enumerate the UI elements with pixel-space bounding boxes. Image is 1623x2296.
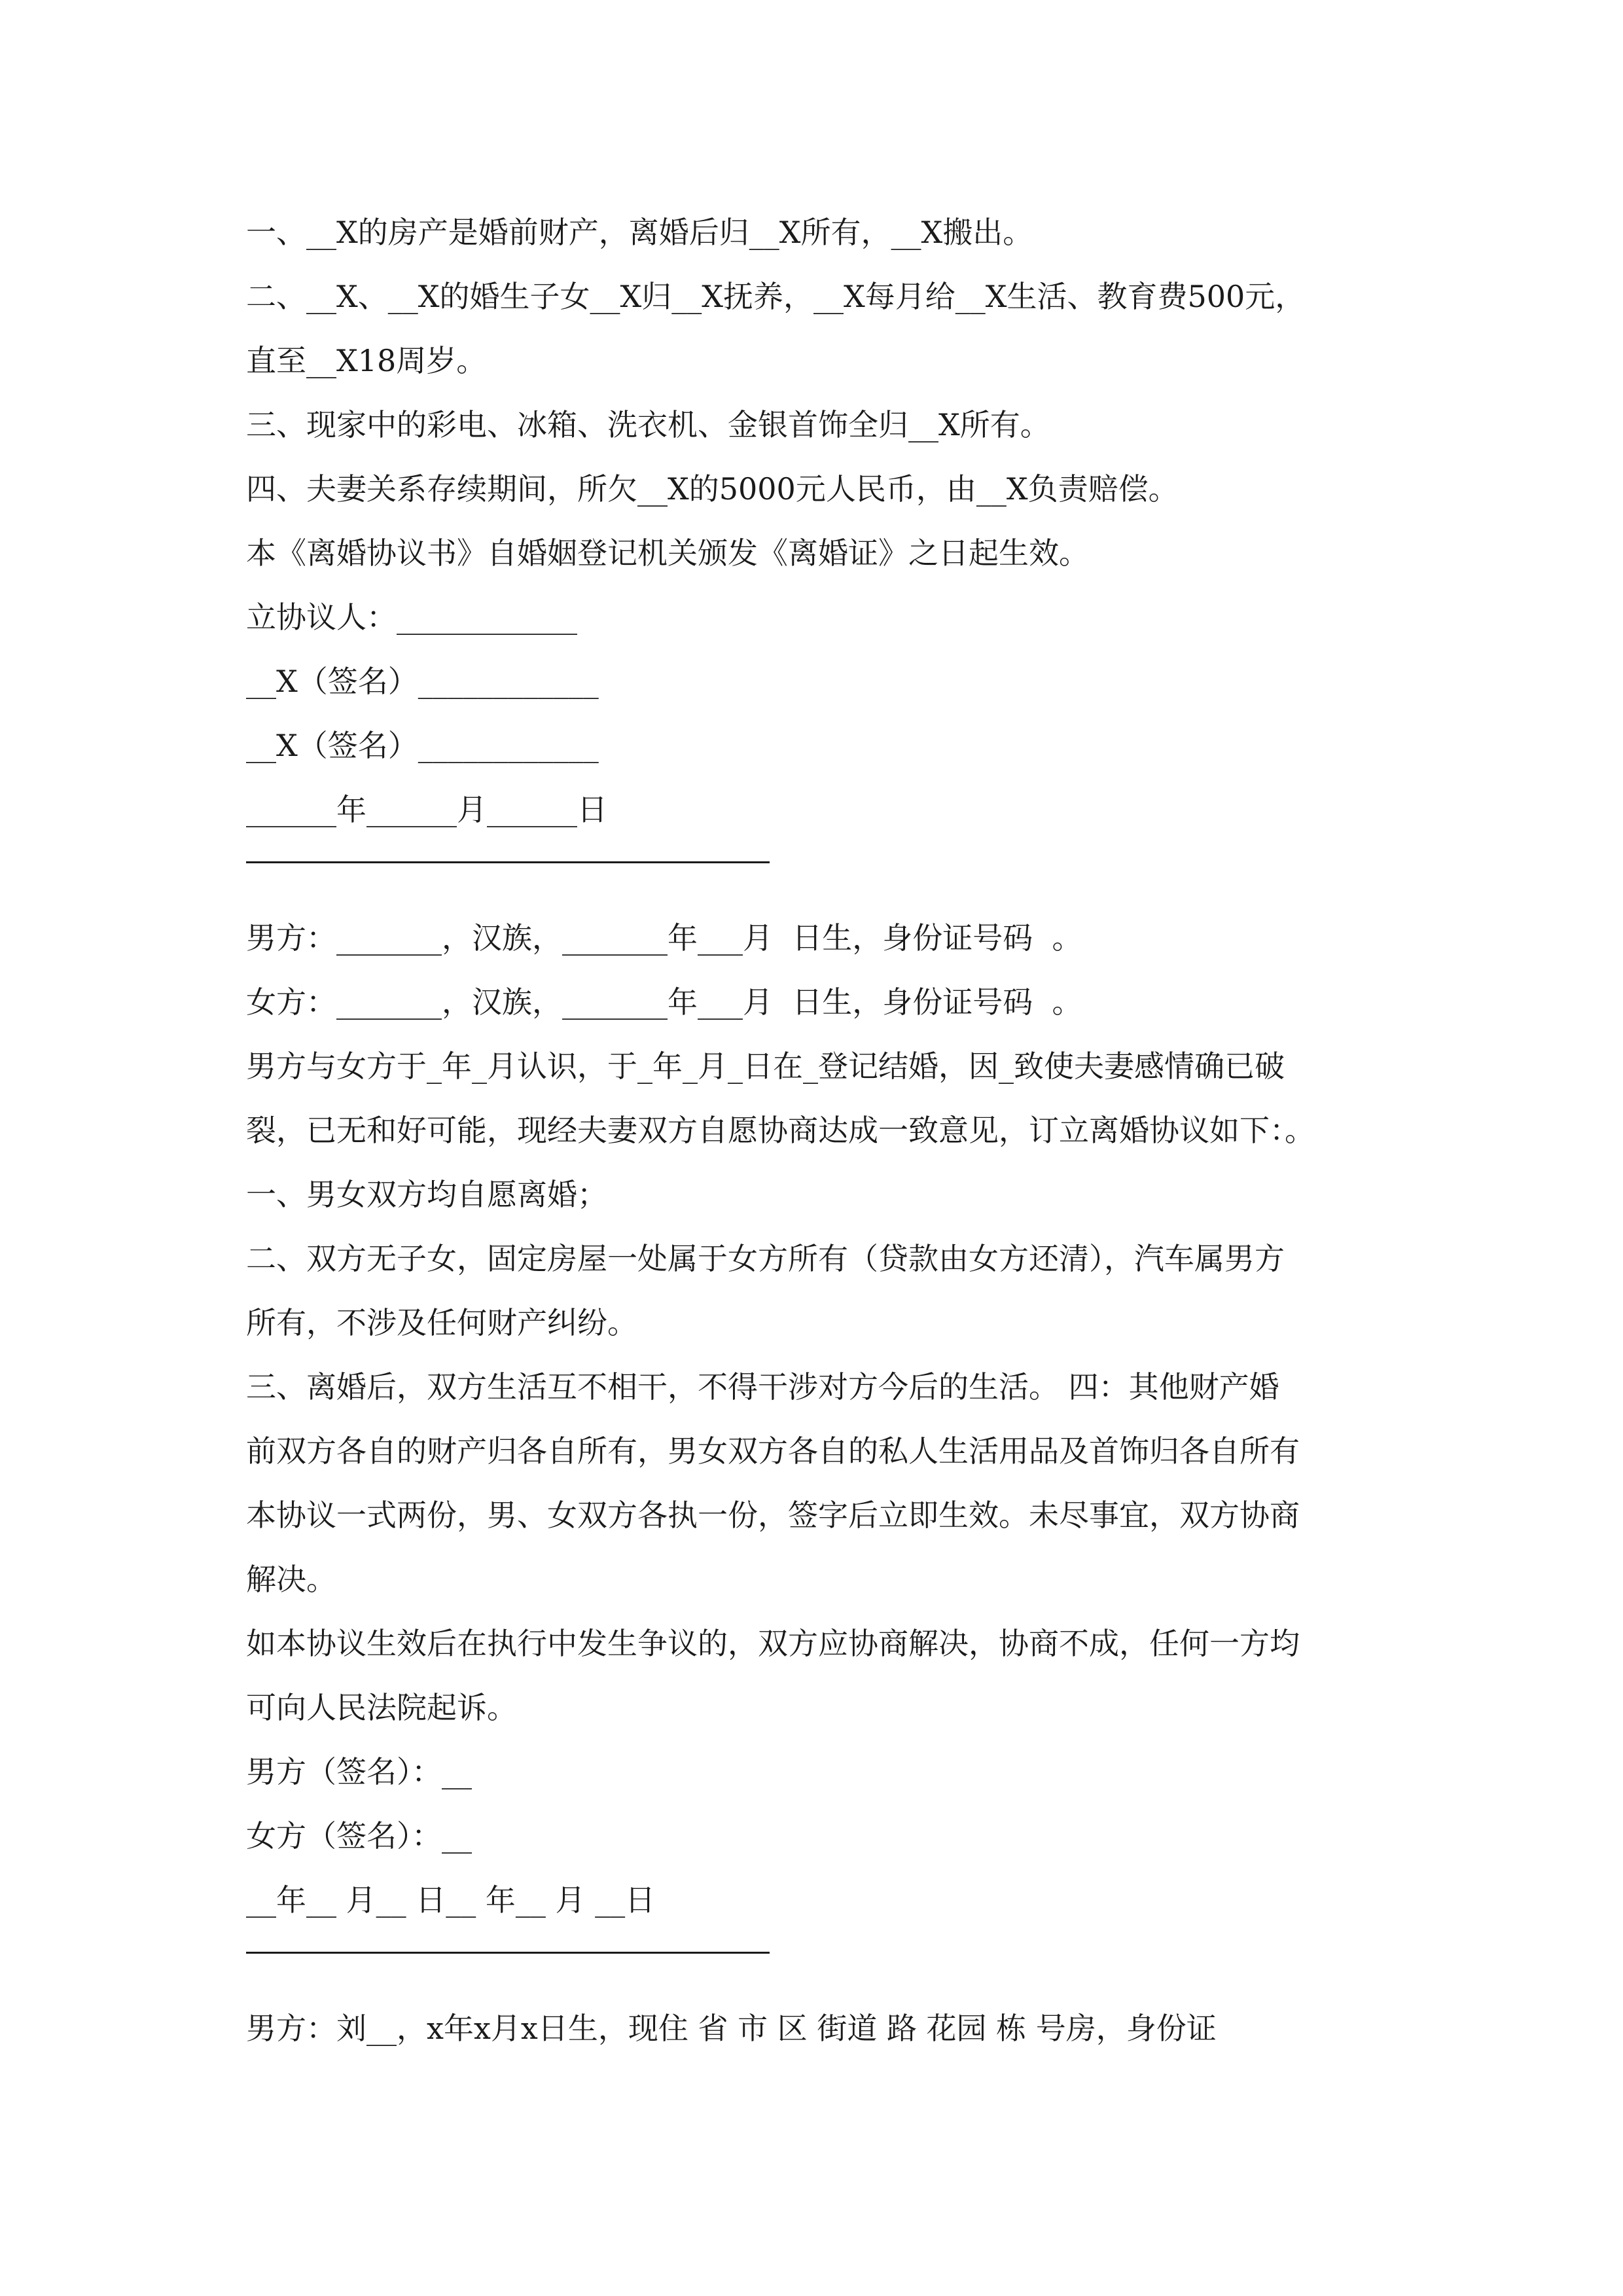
clause-1: 一、__X的房产是婚前财产，离婚后归__X所有，__X搬出。 — [246, 215, 1033, 250]
signature-line-2: __X（签名）____________ — [246, 728, 599, 763]
female-signature: 女方（签名）：__ — [246, 1818, 472, 1854]
background-paragraph-cont: 裂，已无和好可能，现经夫妻双方自愿协商达成一致意见，订立离婚协议如下：。 — [246, 1113, 1315, 1148]
background-paragraph: 男方与女方于_年_月认识，于_年_月_日在_登记结婚，因_致使夫妻感情确已破 — [246, 1049, 1285, 1084]
divider-bar — [246, 1952, 770, 1954]
document-body — [246, 200, 1398, 2060]
date-line: ______年______月______日 — [246, 792, 607, 827]
female-party-info: 女方：_______，汉族，_______年___月 日生，身份证号码 。 — [246, 984, 1082, 1020]
term-2: 二、双方无子女，固定房屋一处属于女方所有（贷款由女方还清），汽车属男方 — [246, 1241, 1285, 1276]
section-divider-2 — [246, 1932, 1398, 1996]
section-divider-1 — [246, 842, 1398, 906]
clause-2-cont: 直至__X18周岁。 — [246, 343, 487, 378]
effective-statement: 本《离婚协议书》自婚姻登记机关颁发《离婚证》之日起生效。 — [246, 535, 1089, 571]
term-4-cont: 前双方各自的财产归各自所有，男女双方各自的私人生活用品及首饰归各自所有 — [246, 1433, 1300, 1469]
male-party-details: 男方：刘__，x年x月x日生，现住 省 市 区 街道 路 花园 栋 号房，身份证 — [246, 2011, 1217, 2046]
signatory-line: 立协议人：____________ — [246, 600, 577, 635]
signature-line-1: __X（签名）____________ — [246, 664, 599, 699]
copies-statement-cont: 解决。 — [246, 1562, 336, 1597]
male-signature: 男方（签名）：__ — [246, 1754, 472, 1789]
copies-statement: 本协议一式两份，男、女双方各执一份，签字后立即生效。未尽事宜，双方协商 — [246, 1498, 1300, 1533]
dispute-statement-cont: 可向人民法院起诉。 — [246, 1690, 517, 1725]
dispute-statement: 如本协议生效后在执行中发生争议的，双方应协商解决，协商不成，任何一方均 — [246, 1626, 1300, 1661]
term-2-cont: 所有，不涉及任何财产纠纷。 — [246, 1305, 637, 1340]
clause-2: 二、__X、__X的婚生子女__X归__X抚养，__X每月给__X生活、教育费500元， — [246, 279, 1306, 314]
term-3: 三、离婚后，双方生活互不相干，不得干涉对方今后的生活。 四：其他财产婚 — [246, 1369, 1279, 1405]
clause-3: 三、现家中的彩电、冰箱、洗衣机、金银首饰全归__X所有。 — [246, 407, 1050, 442]
male-party-info: 男方：_______，汉族，_______年___月 日生，身份证号码 。 — [246, 920, 1082, 956]
divider-bar — [246, 861, 770, 863]
term-1: 一、男女双方均自愿离婚； — [246, 1177, 607, 1212]
clause-4: 四、夫妻关系存续期间，所欠__X的5000元人民币，由__X负责赔偿。 — [246, 471, 1179, 507]
signing-dates: __年__ 月__ 日__ 年__ 月 __日 — [246, 1882, 656, 1918]
